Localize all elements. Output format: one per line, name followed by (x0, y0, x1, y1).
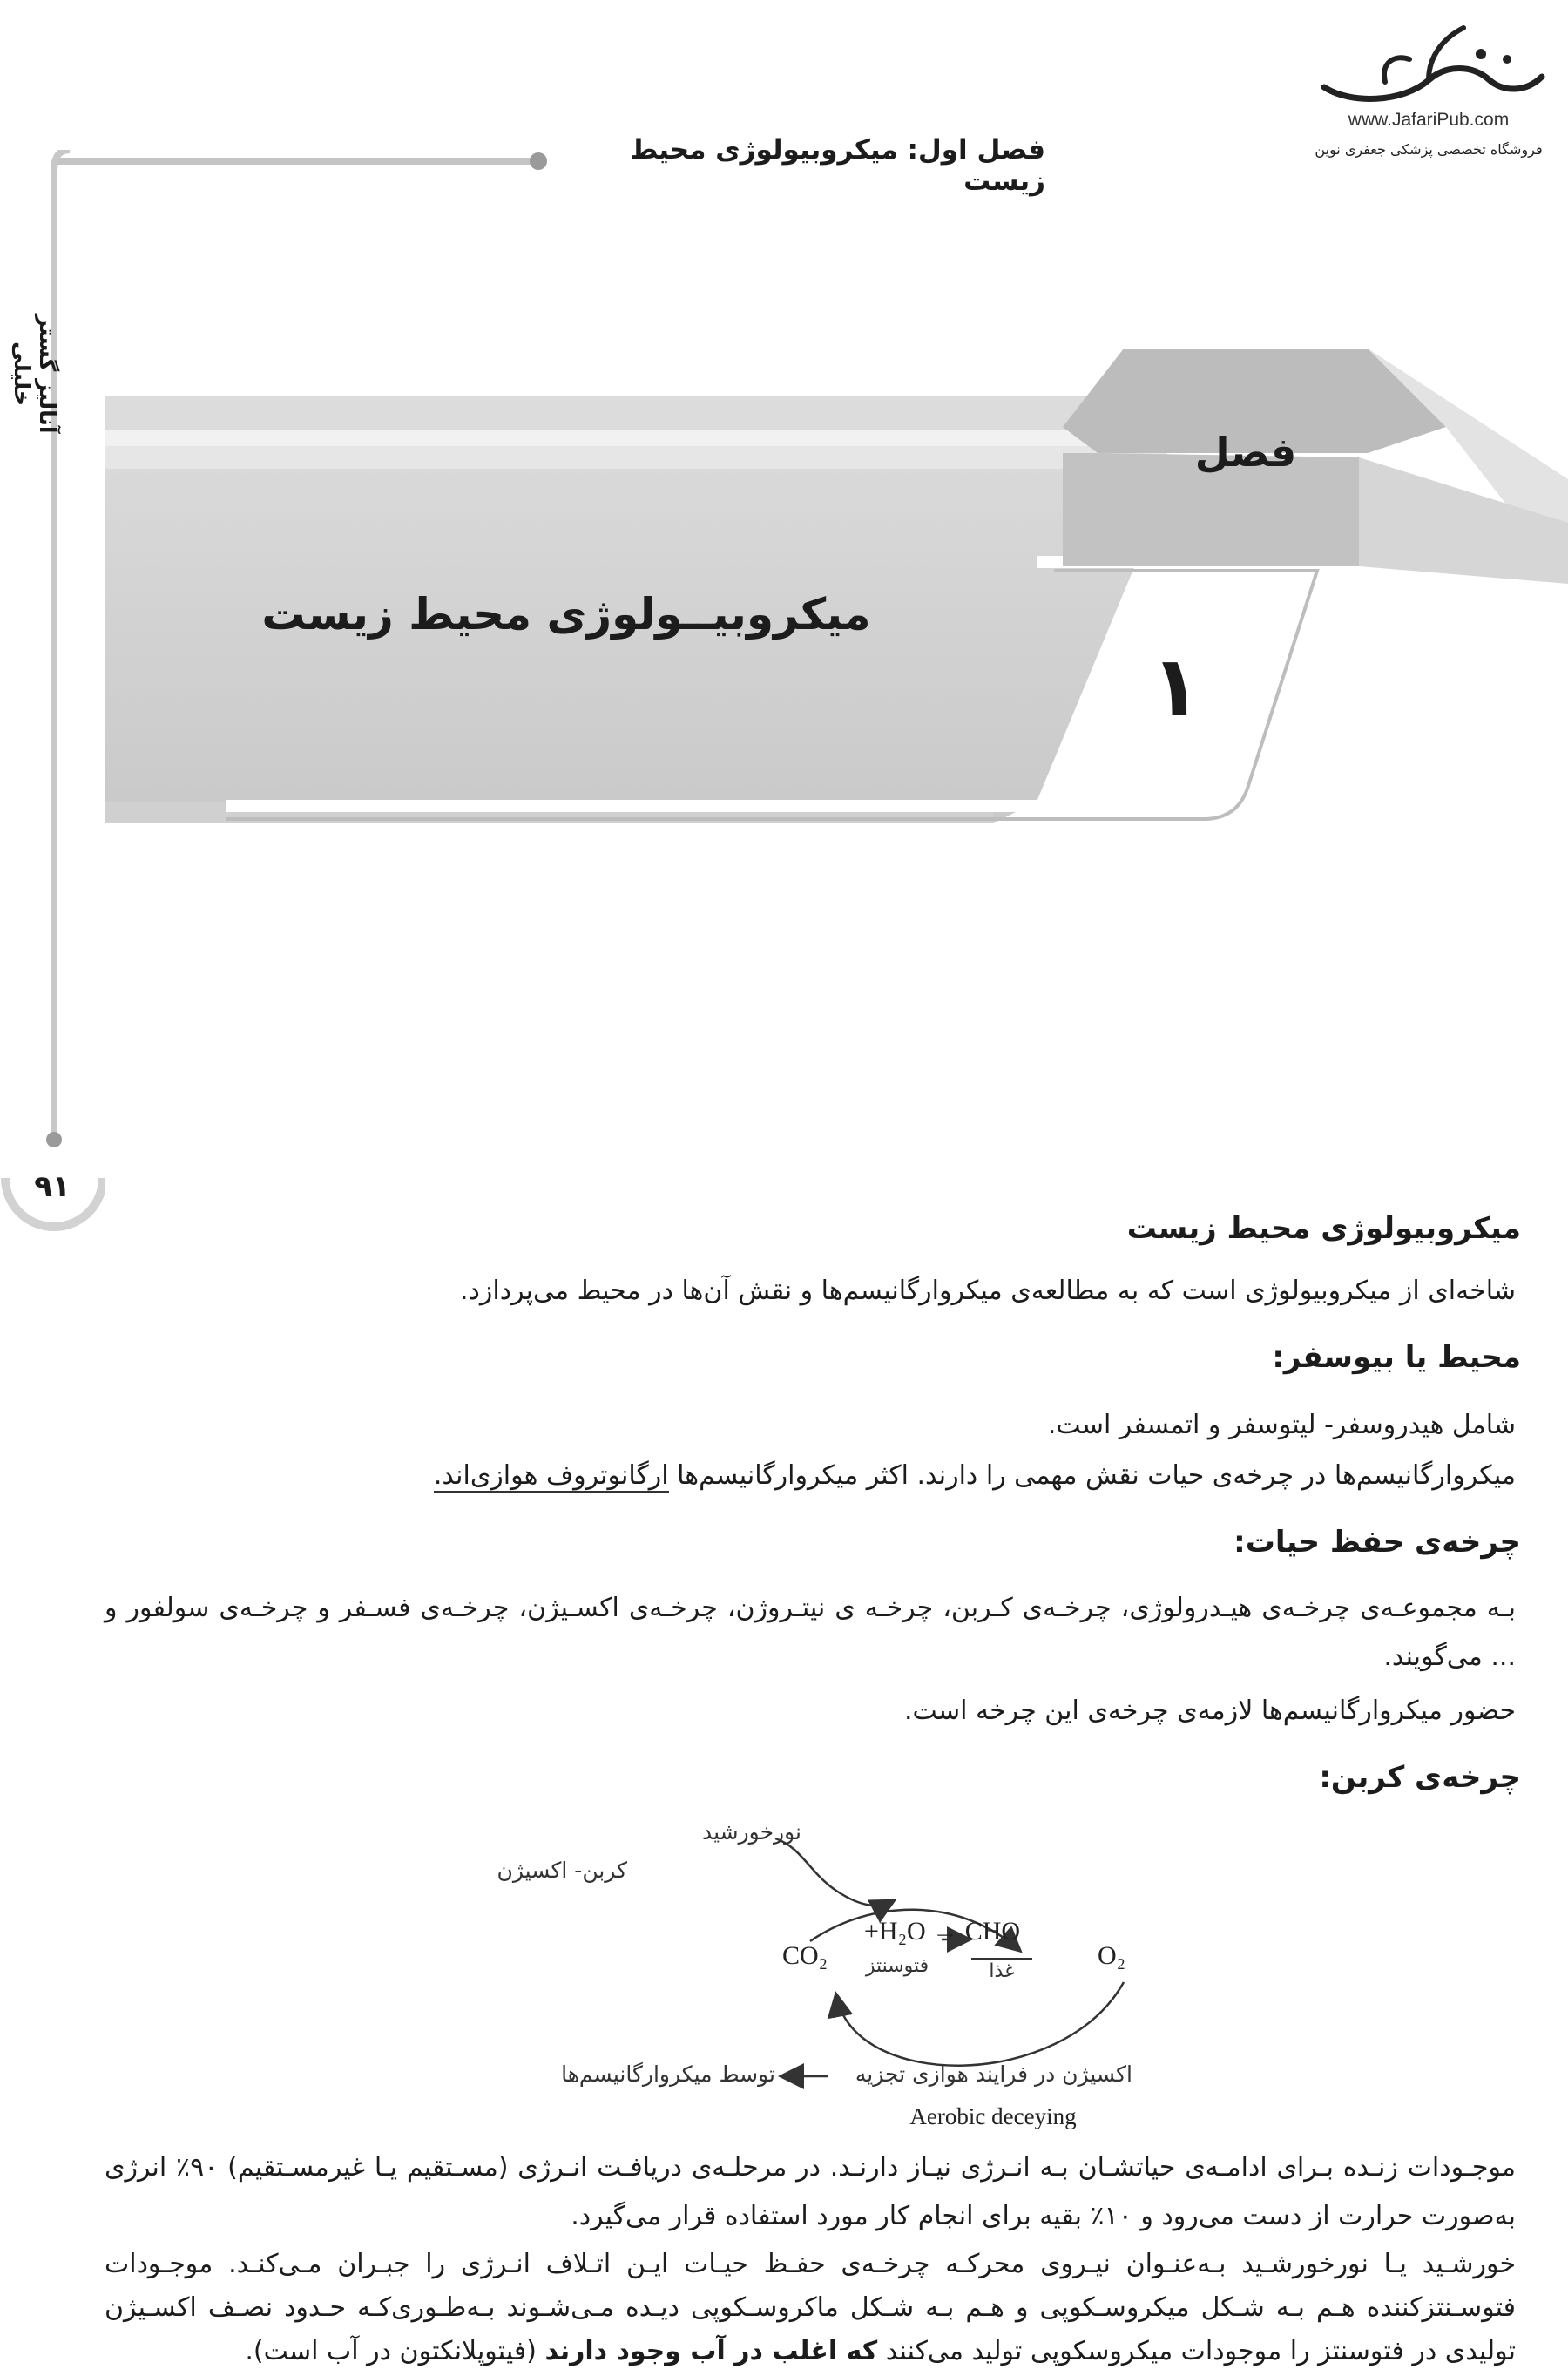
paragraph-text: (فیتوپلانکتون در آب است). (245, 2336, 545, 2366)
paragraph-text: میکروارگانیسم‌ها در چرخه‌ی حیات نقش مهمی را دارند. اکثر میکروارگانیسم‌ها (668, 1460, 1516, 1491)
header-rule (52, 150, 549, 173)
section-paragraph (105, 1452, 1516, 1500)
section-paragraph: حضور میکروارگانیسم‌ها لازمه‌ی چرخه‌ی این چرخه است. (904, 1696, 1516, 1726)
diagram-label-by-microbes: توسط میکروارگانیسم‌ها (561, 2061, 775, 2087)
diagram-label-food: غذا (989, 1960, 1015, 1982)
section-heading-life-cycle: چرخه‌ی حفظ حیات: (1233, 1525, 1521, 1560)
section-heading-carbon-cycle: چرخه‌ی کربن: (1319, 1760, 1521, 1795)
section-paragraph: بـه مجموعـه‌ی چرخـه‌ی هیـدرولوژی، چرخـه‌ی کـربن، چرخـه ی نیتـروژن، چرخـه‌ی اکسـیژن، چرخـه‌ی فسـفر و چرخـه‌ی سولفور و ... می‌گویند. (105, 1593, 1516, 1672)
page-number: ۹۱ (34, 1169, 71, 1204)
publisher-tagline: فروشگاه تخصصی پزشکی جعفری نوین (1315, 141, 1543, 158)
diagram-label-sunlight: نورخورشید (701, 1819, 801, 1845)
chapter-word: فصل (1194, 429, 1297, 476)
publisher-logo (1298, 19, 1559, 176)
section-paragraph (105, 2243, 1516, 2373)
section-paragraph: موجـودات زنـده بـرای ادامـه‌ی حیاتشـان بـه انـرژی نیـاز دارنـد. در مرحلـه‌ی دریافـت انـرژی (مسـتقیم یـا غیرمسـتقیم) ۹۰٪ انرژی به‌صورت حرارت از دست می‌رود و ۱۰٪ بقیه برای انجام کار مورد استفاده قرار می‌گیرد. (105, 2152, 1516, 2231)
section-heading-environmental-microbiology: میکروبیولوژی محیط زیست (1126, 1211, 1521, 1246)
diagram-label-decomposition: اکسیژن در فرایند هوازی تجزیه (855, 2061, 1132, 2087)
diagram-label-aerobic: Aerobic deceying (909, 2103, 1077, 2129)
chapter-title: میکروبیــولوژی محیط زیست (261, 589, 871, 640)
section-paragraph: شامل هیدروسفر- لیتوسفر و اتمسفر است. (1047, 1410, 1516, 1440)
diagram-label-carbon-oxygen: کربن- اکسیژن (497, 1858, 627, 1883)
diagram-co2: CO₂ (782, 1941, 828, 1970)
diagram-label-photosynthesis: فتوسنتز (865, 1955, 929, 1977)
bold-phrase: که اغلب در آب وجود دارند (544, 2336, 878, 2366)
side-book-title: آنالیز گستر خلیلی (10, 314, 60, 434)
underlined-term: ارگانوتروف هوازی‌اند. (433, 1460, 669, 1491)
section-heading-biosphere: محیط یا بیوسفر: (1272, 1340, 1521, 1375)
diagram-reaction: +H₂O → CHO (864, 1917, 1021, 1946)
paragraph-text: خورشـید یـا نورخورشـید بـه‌عنـوان نیـروی محرکـه چرخـه‌ی حفـظ حیـات ایـن اتـلاف انـرژی را جبـران مـی‌کنـد. موجـودات فتوسـنتزکننده هـم بـه شـکل میکروسـکوپی و هـم بـه شـکل ماکروسـکوپی دیـده مـی‌شـوند بـه‌طـوری‌کـه حـدود نصـف اکسـیژن تولیدی در فتوسنتز را موجودات میکروسکوپی تولید می‌کنند (105, 2249, 1516, 2366)
diagram-o2: O₂ (1098, 1941, 1126, 1970)
publisher-logo-mark (1298, 19, 1559, 106)
section-paragraph: شاخه‌ای از میکروبیولوژی است که به مطالعه‌ی میکروارگانیسم‌ها و نقش آن‌ها در محیط می‌پردازد. (460, 1276, 1516, 1306)
running-header-title: فصل اول: میکروبیولوژی محیط زیست (630, 134, 1045, 197)
publisher-url[interactable]: www.JafariPub.com (1348, 110, 1510, 130)
chapter-number: ۱ (1150, 638, 1202, 735)
carbon-cycle-diagram (453, 1795, 1237, 2161)
